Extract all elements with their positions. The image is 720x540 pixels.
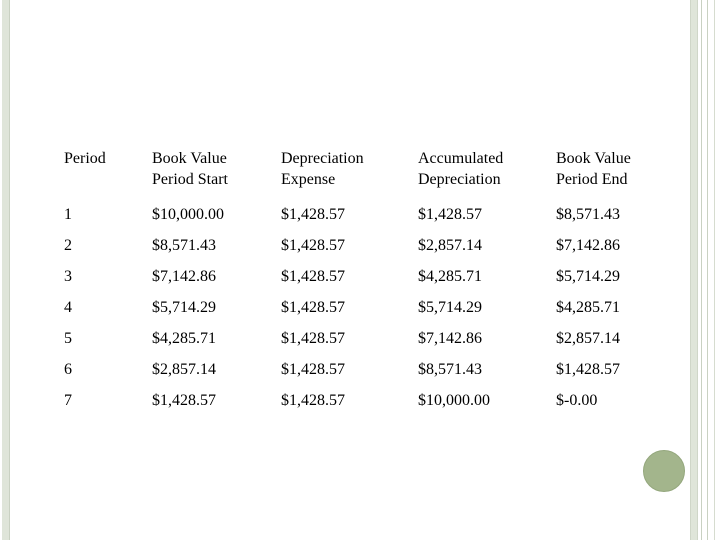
cell-book-value-end: $2,857.14: [556, 330, 620, 347]
header-book-value-end: Book Value Period End: [556, 150, 631, 188]
slide-right-border-line: [707, 0, 708, 540]
slide-right-border-line: [714, 0, 715, 540]
cell-book-value-end: $-0.00: [556, 392, 598, 409]
table-row: [56, 264, 666, 295]
cell-book-value-start: $4,285.71: [152, 330, 216, 347]
cell-book-value-end: $5,714.29: [556, 268, 620, 285]
cell-accumulated-depreciation: $4,285.71: [418, 268, 482, 285]
slide-right-border-line: [701, 0, 702, 540]
cell-book-value-end: $7,142.86: [556, 237, 620, 254]
decorative-circle: [643, 450, 685, 492]
table-row: [56, 233, 666, 264]
cell-period: 6: [64, 361, 72, 378]
table-row: [56, 388, 666, 419]
cell-book-value-start: $2,857.14: [152, 361, 216, 378]
cell-depreciation-expense: $1,428.57: [281, 392, 345, 409]
cell-period: 1: [64, 206, 72, 223]
table-row: [56, 202, 666, 233]
cell-accumulated-depreciation: $5,714.29: [418, 299, 482, 316]
cell-period: 7: [64, 392, 72, 409]
cell-book-value-start: $1,428.57: [152, 392, 216, 409]
cell-book-value-start: $8,571.43: [152, 237, 216, 254]
cell-depreciation-expense: $1,428.57: [281, 206, 345, 223]
header-depreciation-expense: Depreciation Expense: [281, 150, 364, 188]
cell-period: 4: [64, 299, 72, 316]
cell-book-value-start: $10,000.00: [152, 206, 224, 223]
depreciation-table: [56, 143, 666, 419]
cell-accumulated-depreciation: $2,857.14: [418, 237, 482, 254]
cell-accumulated-depreciation: $10,000.00: [418, 392, 490, 409]
cell-book-value-end: $8,571.43: [556, 206, 620, 223]
table-row: [56, 326, 666, 357]
cell-period: 2: [64, 237, 72, 254]
table-row: [56, 357, 666, 388]
slide-right-border: [690, 0, 698, 540]
cell-book-value-end: $4,285.71: [556, 299, 620, 316]
cell-book-value-start: $7,142.86: [152, 268, 216, 285]
header-book-value-start: Book Value Period Start: [152, 150, 228, 188]
table-header-row: [56, 143, 666, 202]
cell-depreciation-expense: $1,428.57: [281, 268, 345, 285]
cell-depreciation-expense: $1,428.57: [281, 330, 345, 347]
cell-accumulated-depreciation: $1,428.57: [418, 206, 482, 223]
cell-depreciation-expense: $1,428.57: [281, 299, 345, 316]
cell-accumulated-depreciation: $7,142.86: [418, 330, 482, 347]
cell-period: 5: [64, 330, 72, 347]
cell-accumulated-depreciation: $8,571.43: [418, 361, 482, 378]
table-row: [56, 295, 666, 326]
header-accumulated-depreciation: Accumulated Depreciation: [418, 150, 504, 188]
cell-book-value-start: $5,714.29: [152, 299, 216, 316]
cell-depreciation-expense: $1,428.57: [281, 237, 345, 254]
header-period: Period: [64, 150, 106, 167]
cell-period: 3: [64, 268, 72, 285]
cell-book-value-end: $1,428.57: [556, 361, 620, 378]
cell-depreciation-expense: $1,428.57: [281, 361, 345, 378]
slide-left-border: [2, 0, 10, 540]
